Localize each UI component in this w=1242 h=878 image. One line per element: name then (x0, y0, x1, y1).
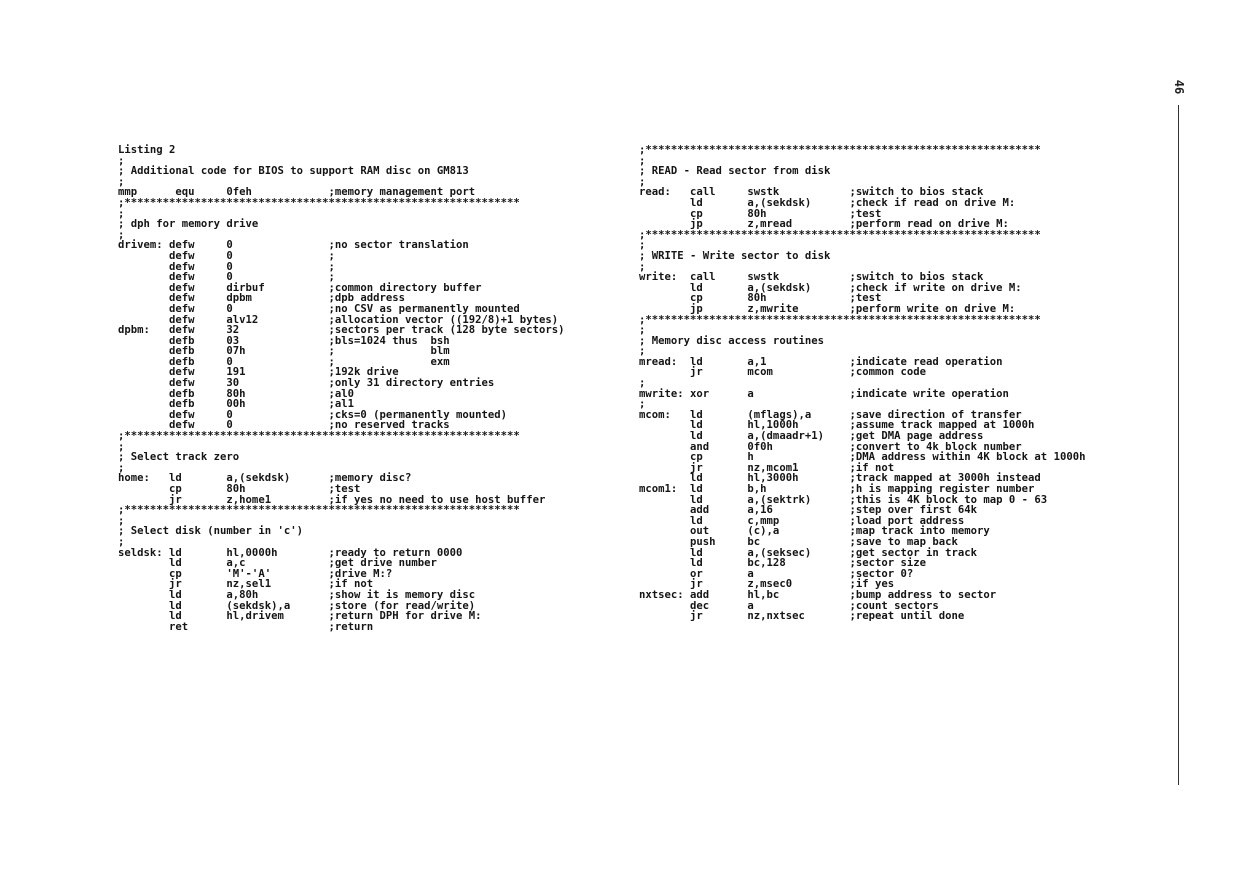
code-line: ; (639, 154, 646, 167)
code-line: and 0f0h ;convert to 4k block number (639, 440, 1022, 453)
code-line: cp 80h ;test (118, 483, 361, 495)
code-line: ; (639, 398, 646, 411)
code-line: ; (639, 377, 646, 390)
code-line: ;************************************************************** (639, 144, 1041, 156)
code-line: mcom: ld (mflags),a ;save direction of transfer (639, 408, 1022, 421)
code-line: or a ;sector 0? (639, 567, 914, 580)
code-line: seldsk: ld hl,0000h ;ready to return 0000 (118, 546, 463, 559)
code-line: ; Additional code for BIOS to support RAM disc on GM813 (118, 165, 469, 178)
code-line: defw 0 ; (118, 249, 335, 262)
code-line: dec a ;count sectors (639, 599, 939, 612)
code-line: defw 0 ;no CSV as permanently mounted (118, 302, 520, 315)
code-line: defb 0 ; exm (118, 355, 450, 368)
listing-left-column (118, 145, 638, 632)
code-line: mread: ld a,1 ;indicate read operation (639, 355, 1003, 368)
page-number: 46 (1172, 79, 1187, 95)
code-line: ; (118, 440, 125, 453)
code-line: defw 191 ;192k drive (118, 366, 399, 379)
code-line: ; (118, 461, 125, 474)
code-line: ; READ - Read sector from disk (639, 165, 831, 178)
code-line: jr nz,mcom1 ;if not (639, 461, 895, 474)
code-line: nxtsec: add hl,bc ;bump address to sector (639, 588, 997, 601)
page-edge-rule (1178, 105, 1179, 785)
code-line: out (c),a ;map track into memory (639, 525, 990, 538)
code-line: cp 80h ;test (639, 292, 882, 305)
code-line: defw 30 ;only 31 directory entries (118, 377, 495, 390)
code-line: ; (118, 535, 125, 548)
code-line: ld bc,128 ;sector size (639, 557, 927, 570)
code-line: jr z,home1 ;if yes no need to use host buffer (118, 493, 546, 506)
code-line: defw dirbuf ;common directory buffer (118, 281, 482, 294)
code-line: jr mcom ;common code (639, 366, 927, 379)
code-line: cp h ;DMA address within 4K block at 1000h (639, 451, 1086, 464)
code-line: jr z,msec0 ;if yes (639, 578, 895, 591)
code-line: write: call swstk ;switch to bios stack (639, 271, 984, 284)
code-line: jr nz,sel1 ;if not (118, 578, 374, 591)
code-line: mcom1: ld b,h ;h is mapping register number (639, 483, 1035, 495)
code-line: cp 80h ;test (639, 207, 882, 220)
code-line: Listing 2 (118, 144, 176, 156)
code-line: ld hl,3000h ;track mapped at 3000h instead (639, 472, 1041, 485)
code-line: ; (118, 175, 125, 188)
code-line: dpbm: defw 32 ;sectors per track (128 byte sectors) (118, 324, 565, 337)
code-line: ; (639, 260, 646, 273)
code-line: drivem: defw 0 ;no sector translation (118, 239, 469, 252)
code-line: mmp equ 0feh ;memory management port (118, 186, 476, 199)
code-line: ;************************************************************** (639, 228, 1041, 241)
code-line: ld a,c ;get drive number (118, 557, 437, 570)
code-line: ld a,(seksec) ;get sector in track (639, 546, 978, 559)
code-line: ; Memory disc access routines (639, 334, 824, 347)
code-line: ;************************************************************** (118, 430, 520, 443)
listing-right-column (639, 145, 1159, 622)
code-line: ; (118, 154, 125, 167)
code-line: defw 0 ; (118, 271, 335, 284)
code-line: jr nz,nxtsec ;repeat until done (639, 610, 965, 623)
code-line: defw 0 ;cks=0 (permanently mounted) (118, 408, 508, 421)
code-line: home: ld a,(sekdsk) ;memory disc? (118, 472, 412, 485)
code-line: jp z,mread ;perform read on drive M: (639, 218, 1009, 231)
code-line: ld a,(sekdsk) ;check if write on drive M: (639, 281, 1022, 294)
code-line: defb 03 ;bls=1024 thus bsh (118, 334, 450, 347)
code-line: defw alv12 ;allocation vector ((192/8)+1 bytes) (118, 313, 559, 326)
code-line: ; WRITE - Write sector to disk (639, 249, 831, 262)
code-line: ;************************************************************** (118, 504, 520, 517)
code-line: mwrite: xor a ;indicate write operation (639, 387, 1009, 400)
code-line: ; dph for memory drive (118, 218, 259, 231)
code-line: defw dpbm ;dpb address (118, 292, 406, 305)
code-line: ret ;return (118, 620, 374, 633)
code-line: cp 'M'-'A' ;drive M:? (118, 567, 393, 580)
code-line: read: call swstk ;switch to bios stack (639, 186, 984, 199)
code-line: ;************************************************************** (639, 313, 1041, 326)
code-line: defw 0 ; (118, 260, 335, 273)
code-line: ;************************************************************** (118, 196, 520, 209)
code-line: ld c,mmp ;load port address (639, 514, 965, 527)
code-line: ; (639, 175, 646, 188)
code-line: ; Select track zero (118, 451, 240, 464)
code-line: ld a,(dmaadr+1) ;get DMA page address (639, 430, 984, 443)
code-line: ; (639, 239, 646, 252)
code-line: defb 80h ;al0 (118, 387, 354, 400)
code-line: defb 07h ; blm (118, 345, 450, 358)
code-line: ; (639, 324, 646, 337)
code-line: defb 00h ;al1 (118, 398, 354, 411)
code-line: ld hl,1000h ;assume track mapped at 1000h (639, 419, 1035, 432)
code-line: push bc ;save to map back (639, 535, 958, 548)
code-line: ; (118, 207, 125, 220)
code-line: ld a,(sektrk) ;this is 4K block to map 0 - 63 (639, 493, 1048, 506)
code-line: ; (118, 228, 125, 241)
code-line: ; (118, 514, 125, 527)
code-line: ; Select disk (number in 'c') (118, 525, 303, 538)
code-line: ; (639, 345, 646, 358)
code-line: defw 0 ;no reserved tracks (118, 419, 450, 432)
code-line: jp z,mwrite ;perform write on drive M: (639, 302, 1016, 315)
code-line: ld a,80h ;show it is memory disc (118, 588, 476, 601)
code-line: add a,16 ;step over first 64k (639, 504, 978, 517)
code-line: ld a,(sekdsk) ;check if read on drive M: (639, 196, 1016, 209)
code-line: ld hl,drivem ;return DPH for drive M: (118, 610, 482, 623)
code-line: ld (sekdsk),a ;store (for read/write) (118, 599, 476, 612)
